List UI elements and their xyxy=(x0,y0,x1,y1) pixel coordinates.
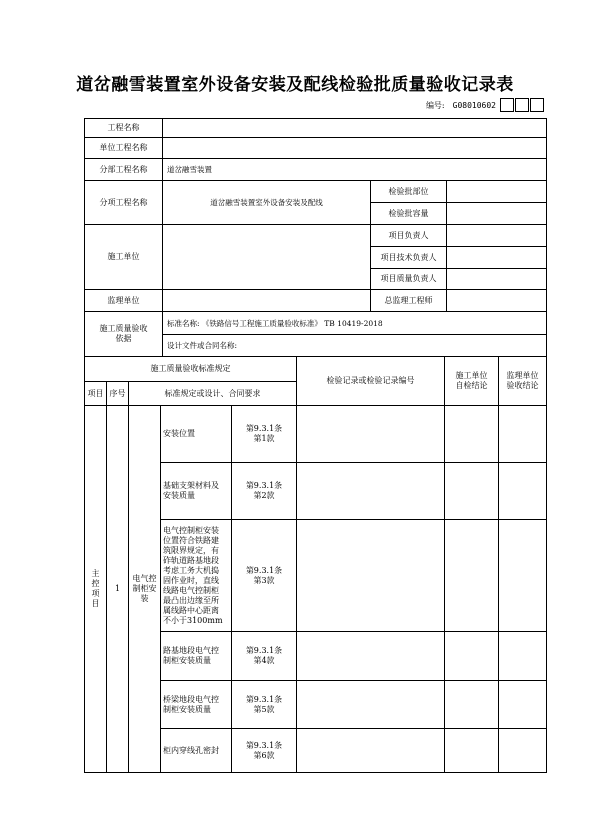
supervision-field[interactable] xyxy=(499,681,546,728)
standard-name: 标准名称: 《铁路信号工程施工质量验收标准》 TB 10419-2018 xyxy=(167,318,383,328)
record-header: 检验记录或检验记录编号 xyxy=(326,376,415,385)
clause-cell xyxy=(232,520,296,631)
requirement-line: 砟轨道路基地段 xyxy=(163,555,219,565)
project-name-label: 工程名称 xyxy=(107,123,140,132)
clause-cell xyxy=(232,681,296,728)
self-eval-field[interactable] xyxy=(445,520,498,631)
unit-project-label: 单位工程名称 xyxy=(99,143,148,152)
requirement-cell xyxy=(161,632,231,680)
clause-line: 第9.3.1条 xyxy=(245,481,283,490)
clause-line: 第9.3.1条 xyxy=(245,646,283,655)
requirement-line: 安装质量 xyxy=(163,491,195,500)
requirement-line: 制柜安装质量 xyxy=(163,704,211,714)
basis-label-line: 依据 xyxy=(115,334,132,343)
category-line: 电气控 xyxy=(132,574,157,583)
clause-cell xyxy=(232,729,296,772)
grid-line xyxy=(546,118,547,773)
sub-project-value: 道岔融雪装置 xyxy=(167,165,212,174)
project-manager-label: 项目负责人 xyxy=(388,230,429,240)
chief-supervisor-label: 总监理工程师 xyxy=(384,295,433,305)
construction-unit-field[interactable] xyxy=(163,225,370,289)
supervision-field[interactable] xyxy=(499,463,546,519)
supervision-field[interactable] xyxy=(499,520,546,631)
clause-line: 第1款 xyxy=(253,434,275,443)
requirement-cell xyxy=(161,520,231,631)
record-field[interactable] xyxy=(297,406,444,462)
requirement-line: 最凸出边缘至所 xyxy=(163,595,219,605)
code-box[interactable] xyxy=(530,98,544,112)
group-label-char: 主 xyxy=(91,569,100,578)
group-label-char: 控 xyxy=(91,579,100,588)
clause-line: 第9.3.1条 xyxy=(245,694,283,704)
requirement-cell xyxy=(161,406,231,462)
group-label-char: 项 xyxy=(91,589,100,598)
clause-line: 第6款 xyxy=(253,750,275,760)
batch-part-label: 检验批部位 xyxy=(388,186,429,196)
item-project-value: 道岔融雪装置室外设备安装及配线 xyxy=(210,198,323,207)
col-no-header: 序号 xyxy=(109,388,126,398)
supervision-field[interactable] xyxy=(499,729,546,772)
record-field[interactable] xyxy=(297,520,444,631)
spec-header: 施工质量验收标准规定 xyxy=(150,364,231,373)
supervision-unit-label: 监理单位 xyxy=(107,295,140,305)
batch-capacity-field[interactable] xyxy=(447,203,546,224)
requirement-line: 电气控制柜安装 xyxy=(163,525,219,535)
category-line: 装 xyxy=(140,594,149,603)
category-line: 制柜安 xyxy=(132,584,157,593)
supervision-field[interactable] xyxy=(499,632,546,680)
group-label-char: 目 xyxy=(91,599,100,608)
grid-line xyxy=(84,772,546,773)
requirement-cell xyxy=(161,729,231,772)
quality-manager-field[interactable] xyxy=(447,269,546,289)
group-label xyxy=(85,406,106,772)
clause-cell xyxy=(232,463,296,519)
col-req-header: 标准规定或设计、合同要求 xyxy=(164,388,261,398)
category-label xyxy=(129,406,160,772)
group-no: 1 xyxy=(114,584,121,593)
tech-manager-label: 项目技术负责人 xyxy=(380,252,437,262)
quality-manager-label: 项目质量负责人 xyxy=(380,274,437,283)
item-project-label: 分项工程名称 xyxy=(99,197,148,207)
self-eval-field[interactable] xyxy=(445,729,498,772)
requirement-line: 基础支架材料及 xyxy=(163,481,219,490)
self-eval-header-line: 自检结论 xyxy=(455,381,488,390)
clause-line: 第2款 xyxy=(253,491,275,500)
requirement-line: 不小于3100mm xyxy=(163,615,223,625)
requirement-cell xyxy=(161,681,231,728)
clause-line: 第9.3.1条 xyxy=(245,424,283,433)
requirement-line: 固作业时，直线 xyxy=(163,575,219,585)
self-eval-field[interactable] xyxy=(445,406,498,462)
sub-project-label: 分部工程名称 xyxy=(99,164,148,174)
project-name-field[interactable] xyxy=(163,119,546,137)
design-document: 设计文件或合同名称: xyxy=(167,341,238,350)
requirement-cell xyxy=(161,463,231,519)
construction-unit-label: 施工单位 xyxy=(107,252,140,261)
requirement-line: 制柜安装质量 xyxy=(163,656,211,665)
clause-cell xyxy=(232,632,296,680)
clause-line: 第5款 xyxy=(253,704,275,714)
supervision-header xyxy=(499,357,546,405)
self-eval-field[interactable] xyxy=(445,632,498,680)
supervision-field[interactable] xyxy=(499,406,546,462)
self-eval-header-line: 施工单位 xyxy=(455,371,488,380)
self-eval-field[interactable] xyxy=(445,463,498,519)
clause-cell xyxy=(232,406,296,462)
document-title: 道岔融雪装置室外设备安装及配线检验批质量验收记录表 xyxy=(76,75,514,95)
unit-project-field[interactable] xyxy=(163,138,546,158)
requirement-line: 路基地段电气控 xyxy=(163,646,219,655)
supervision-unit-field[interactable] xyxy=(163,290,370,311)
col-item-header: 项目 xyxy=(87,388,104,398)
clause-line: 第9.3.1条 xyxy=(245,740,283,750)
chief-supervisor-field[interactable] xyxy=(447,290,546,311)
self-eval-field[interactable] xyxy=(445,681,498,728)
record-field[interactable] xyxy=(297,463,444,519)
requirement-line: 安装位置 xyxy=(163,429,195,438)
requirement-line: 位置符合铁路建 xyxy=(163,535,219,545)
clause-line: 第3款 xyxy=(253,575,275,585)
code-label: 编号: xyxy=(425,100,445,110)
requirement-line: 考虑工务大机捣 xyxy=(163,565,219,575)
record-field[interactable] xyxy=(297,681,444,728)
requirement-line: 线路电气控制柜 xyxy=(163,585,219,595)
self-eval-header xyxy=(445,357,498,405)
batch-capacity-label: 检验批容量 xyxy=(388,208,429,218)
code-value: G08010602 xyxy=(452,100,496,110)
requirement-line: 柜内穿线孔密封 xyxy=(163,745,219,755)
requirement-line: 筑限界规定，有 xyxy=(163,545,219,555)
basis-label xyxy=(85,312,162,356)
tech-manager-field[interactable] xyxy=(447,247,546,268)
code-box[interactable] xyxy=(515,98,529,112)
batch-part-field[interactable] xyxy=(447,181,546,202)
requirement-line: 桥梁地段电气控 xyxy=(163,694,219,704)
clause-line: 第4款 xyxy=(253,656,275,665)
clause-line: 第9.3.1条 xyxy=(245,565,283,575)
record-field[interactable] xyxy=(297,729,444,772)
record-field[interactable] xyxy=(297,632,444,680)
project-manager-field[interactable] xyxy=(447,225,546,246)
code-box[interactable] xyxy=(500,98,514,112)
code-row xyxy=(426,98,544,112)
supervision-header-line: 验收结论 xyxy=(506,381,539,390)
requirement-line: 属线路中心距离 xyxy=(163,605,219,615)
basis-label-line: 施工质量验收 xyxy=(99,324,148,333)
supervision-header-line: 监理单位 xyxy=(506,371,539,380)
